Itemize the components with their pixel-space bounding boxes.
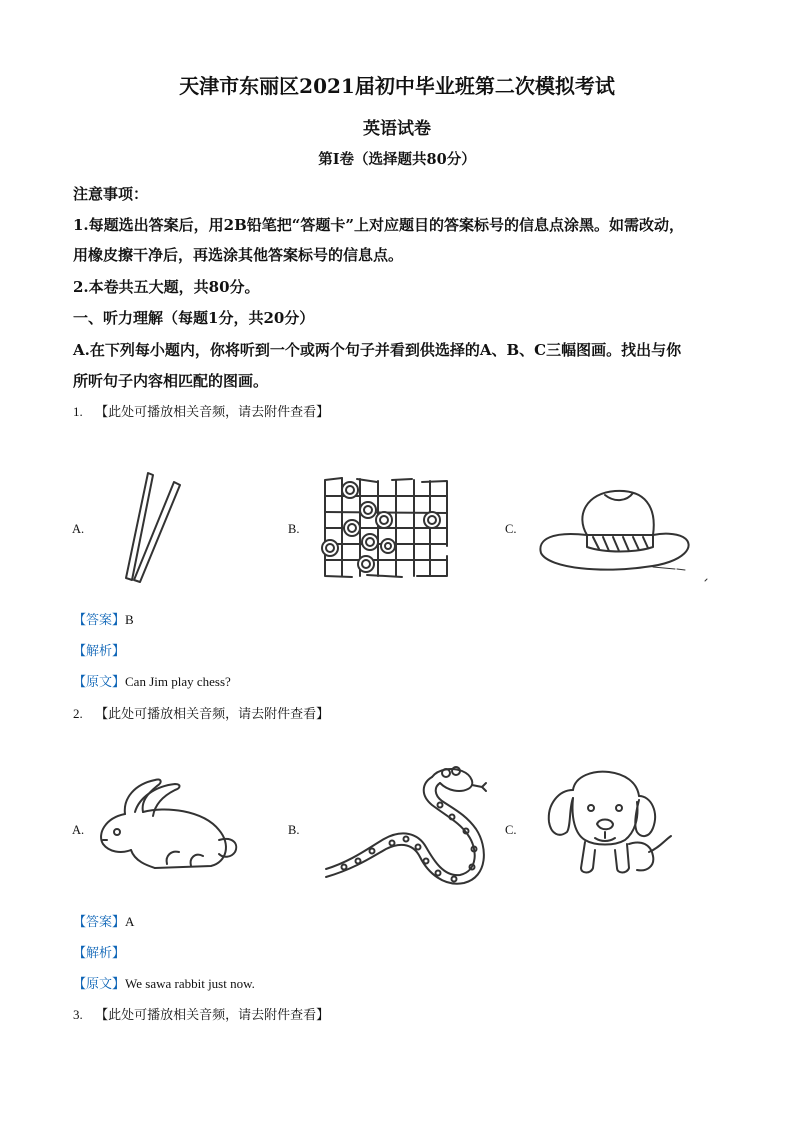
q2-option-a-label: A. — [72, 823, 85, 837]
original-label: 【原文】 — [73, 977, 126, 992]
analysis-label: 【解析】 — [73, 644, 126, 659]
q2-analysis — [73, 942, 125, 961]
q1-analysis — [73, 640, 125, 659]
question-2-header — [73, 703, 329, 722]
chopsticks-icon — [120, 470, 190, 585]
question-number: 1. — [73, 404, 83, 419]
q2-original — [73, 973, 255, 992]
notes-item2: 2.本卷共五大题，共80分。 — [73, 278, 260, 296]
q1-option-a-label: A. — [72, 522, 85, 536]
answer-label: 【答案】 — [73, 613, 126, 628]
section1-instruction-line2: 所听句子内容相匹配的图画。 — [73, 372, 269, 390]
q2-answer — [73, 911, 134, 930]
document-subtitle: 英语试卷 — [363, 119, 431, 139]
audio-note[interactable]: 【此处可播放相关音频，请去附件查看】 — [95, 405, 330, 420]
dog-icon — [545, 768, 675, 878]
q2-option-c-label: C. — [505, 823, 517, 837]
notes-item1-line1: 1.每题选出答案后，用2B铅笔把“答题卡”上对应题目的答案标号的信息点涂黑。如需改动， — [73, 216, 685, 234]
q1-option-c-label: C. — [505, 522, 517, 536]
answer-value: A — [125, 914, 135, 929]
notes-heading: 注意事项： — [73, 185, 149, 203]
q1-option-b-label: B. — [288, 522, 300, 536]
rabbit-icon — [95, 778, 245, 874]
section1-instruction-line1: A.在下列每小题内，你将听到一个或两个句子并看到供选择的A、B、C三幅图画。找出与你 — [73, 341, 682, 359]
q1-original — [73, 671, 231, 690]
part-title: 第I卷（选择题共80分） — [318, 151, 476, 168]
answer-label: 【答案】 — [73, 915, 126, 930]
analysis-label: 【解析】 — [73, 946, 126, 961]
hat-icon — [535, 485, 710, 585]
answer-value: B — [125, 612, 134, 627]
question-number: 3. — [73, 1007, 83, 1022]
q2-option-b-label: B. — [288, 823, 300, 837]
chinese-chess-icon — [322, 476, 452, 582]
audio-note[interactable]: 【此处可播放相关音频，请去附件查看】 — [95, 1008, 330, 1023]
original-text: Can Jim play chess? — [125, 674, 231, 689]
document-title: 天津市东丽区2021届初中毕业班第二次模拟考试 — [179, 74, 615, 98]
original-label: 【原文】 — [73, 675, 126, 690]
section1-heading: 一、听力理解（每题1分，共20分） — [73, 309, 315, 327]
question-1-header — [73, 401, 329, 420]
audio-note[interactable]: 【此处可播放相关音频，请去附件查看】 — [95, 707, 330, 722]
question-number: 2. — [73, 706, 83, 721]
q1-answer — [73, 609, 134, 628]
snake-icon — [322, 765, 494, 887]
notes-item1-line2: 用橡皮擦干净后，再选涂其他答案标号的信息点。 — [73, 246, 404, 264]
original-text: We sawa rabbit just now. — [125, 976, 255, 991]
question-3-header — [73, 1004, 329, 1023]
